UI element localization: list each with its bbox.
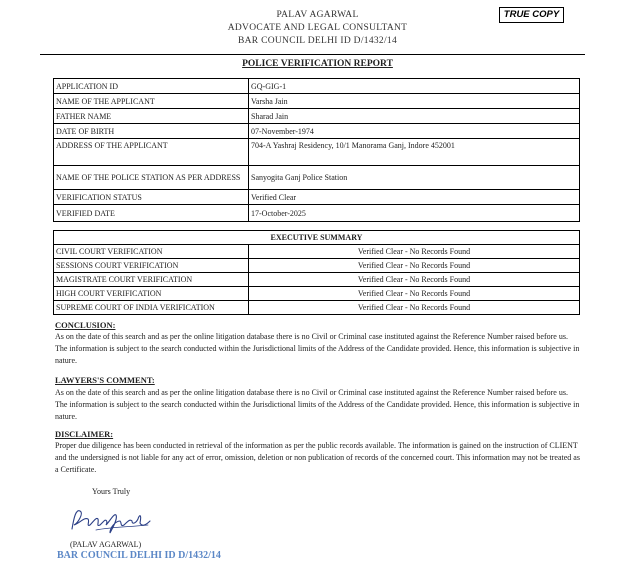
disclaimer-text: Proper due diligence has been conducted in retrieval of the information as per the public records available. The information is gained on the instruction of CLIENT and the undersigned is not liable for any act of error, omission, deletion or non publication of records of the concerned court. This information may not be treated as a Certificate. (55, 441, 580, 475)
detail-value: Verified Clear (249, 190, 580, 205)
detail-value: Sanyogita Ganj Police Station (249, 166, 580, 190)
true-copy-stamp: TRUE COPY (499, 7, 564, 23)
table-row (54, 273, 580, 287)
table-row (54, 245, 580, 259)
summary-label: MAGISTRATE COURT VERIFICATION (54, 273, 249, 287)
detail-label: VERIFIED DATE (54, 205, 249, 222)
summary-label: CIVIL COURT VERIFICATION (54, 245, 249, 259)
table-row (54, 139, 580, 166)
report-title: POLICE VERIFICATION REPORT (242, 59, 393, 69)
detail-value: GQ-GIG-1 (249, 79, 580, 94)
detail-label: APPLICATION ID (54, 79, 249, 94)
detail-label: ADDRESS OF THE APPLICANT (54, 139, 249, 166)
table-row (54, 259, 580, 273)
detail-label: NAME OF THE POLICE STATION AS PER ADDRESS (54, 166, 249, 190)
summary-value: Verified Clear - No Records Found (249, 273, 580, 287)
advocate-name: PALAV AGARWAL (276, 10, 359, 20)
executive-summary-heading: EXECUTIVE SUMMARY (54, 231, 580, 245)
lawyers-comment-text: As on the date of this search and as per the online litigation database there is no Civil or Criminal case instituted against the Reference Number raised before us. The information is subject to the search conducted within the Jurisdictional limits of the Address of the Candidate provided. Hence, this information is subjective in nature. (55, 388, 580, 422)
summary-label: SESSIONS COURT VERIFICATION (54, 259, 249, 273)
detail-label: VERIFICATION STATUS (54, 190, 249, 205)
table-row (54, 301, 580, 315)
conclusion-text: As on the date of this search and as per the online litigation database there is no Civil or Criminal case instituted against the Reference Number raised before us. The information is subject to the search conducted within the Jurisdictional limits of the Address of the Candidate provided. Hence, this information is subjective in nature. (55, 332, 580, 366)
disclaimer-title: DISCLAIMER: (55, 429, 114, 439)
summary-value: Verified Clear - No Records Found (249, 259, 580, 273)
table-row (54, 79, 580, 94)
yours-truly: Yours Truly (92, 487, 131, 496)
executive-summary-table (53, 230, 580, 315)
summary-value: Verified Clear - No Records Found (249, 245, 580, 259)
advocate-bar-id: BAR COUNCIL DELHI ID D/1432/14 (237, 36, 398, 46)
summary-value: Verified Clear - No Records Found (249, 287, 580, 301)
detail-label: NAME OF THE APPLICANT (54, 94, 249, 109)
footer-bar-council-id: BAR COUNCIL DELHI ID D/1432/14 (57, 550, 221, 561)
conclusion-title: CONCLUSION: (55, 320, 116, 330)
detail-value: 17-October-2025 (249, 205, 580, 222)
table-row (54, 190, 580, 205)
summary-label: SUPREME COURT OF INDIA VERIFICATION (54, 301, 249, 315)
lawyers-comment-title: LAWYERS'S COMMENT: (55, 375, 155, 385)
detail-value: Varsha Jain (249, 94, 580, 109)
table-row (54, 287, 580, 301)
details-table (53, 78, 580, 222)
summary-label: HIGH COURT VERIFICATION (54, 287, 249, 301)
detail-label: FATHER NAME (54, 109, 249, 124)
table-row (54, 205, 580, 222)
detail-value: 704-A Yashraj Residency, 10/1 Manorama Ganj, Indore 452001 (249, 139, 580, 166)
table-row (54, 94, 580, 109)
table-row (54, 109, 580, 124)
detail-value: Sharad Jain (249, 109, 580, 124)
detail-value: 07-November-1974 (249, 124, 580, 139)
summary-value: Verified Clear - No Records Found (249, 301, 580, 315)
table-row (54, 124, 580, 139)
signatory-name: (PALAV AGARWAL) (70, 540, 142, 549)
table-row (54, 166, 580, 190)
advocate-designation: ADVOCATE AND LEGAL CONSULTANT (227, 23, 408, 33)
header-divider (40, 54, 585, 55)
detail-label: DATE OF BIRTH (54, 124, 249, 139)
table-header-row (54, 231, 580, 245)
signature-image (66, 503, 156, 539)
